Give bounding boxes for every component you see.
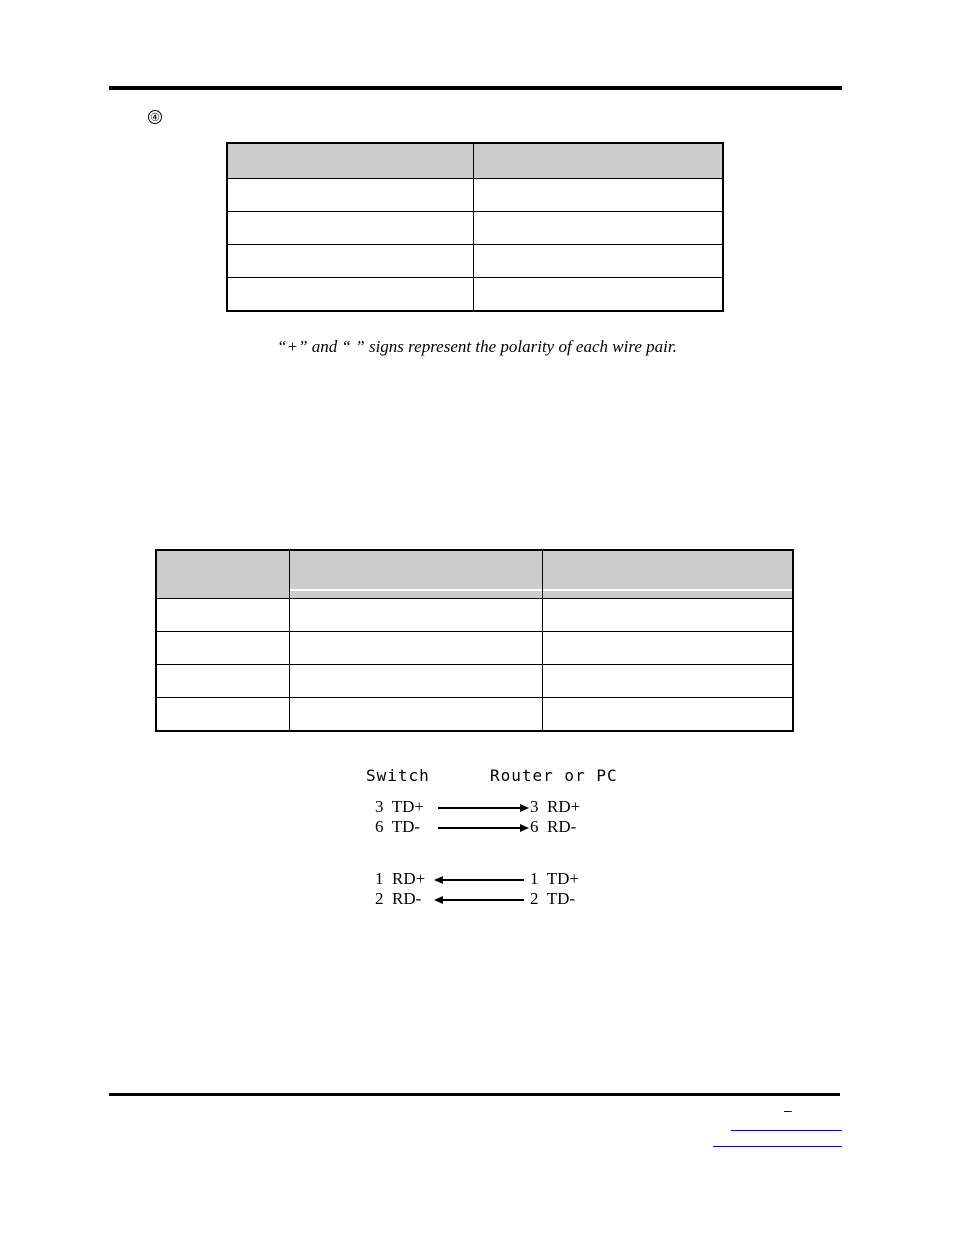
table-row <box>227 278 723 312</box>
diagram-right-pin: 1 TD+ <box>530 869 579 888</box>
table-cell <box>290 632 543 665</box>
table-cell <box>474 212 724 245</box>
table-cell <box>543 698 794 732</box>
table-cell <box>156 665 290 698</box>
table-row <box>227 179 723 212</box>
diagram-left-pin: 2 RD- <box>375 889 422 908</box>
table-header-row <box>227 143 723 179</box>
connection-arrow <box>442 879 524 881</box>
table-row <box>156 632 793 665</box>
connection-arrow <box>438 807 522 809</box>
table-row <box>227 245 723 278</box>
table-cell <box>227 245 474 278</box>
connection-arrow <box>438 827 522 829</box>
table-cell <box>156 698 290 732</box>
table-cell <box>156 632 290 665</box>
table-cell <box>156 599 290 632</box>
table-cell <box>290 599 543 632</box>
arrowhead-right-icon <box>520 824 529 832</box>
table-cell <box>474 278 724 312</box>
table-cell <box>227 143 474 179</box>
table-cell <box>290 698 543 732</box>
table-cell <box>543 599 794 632</box>
table-cell <box>227 212 474 245</box>
connection-arrow <box>442 899 524 901</box>
arrowhead-right-icon <box>520 804 529 812</box>
polarity-table <box>226 142 724 312</box>
diagram-right-heading: Router or PC <box>490 766 618 785</box>
header-rule <box>109 86 842 90</box>
diagram-left-heading: Switch <box>366 766 430 785</box>
table-cell <box>156 550 290 599</box>
diagram-left-pin: 6 TD- <box>375 817 421 836</box>
table-row <box>156 665 793 698</box>
table-cell <box>290 550 543 599</box>
diagram-left-pin: 3 TD+ <box>375 797 424 816</box>
table-cell <box>543 665 794 698</box>
table-cell <box>543 632 794 665</box>
table-cell <box>227 179 474 212</box>
footer-rule <box>109 1093 840 1096</box>
polarity-caption: “+” and “ ” signs represent the polarity of each wire pair. <box>277 337 677 356</box>
table-cell <box>227 278 474 312</box>
table-cell <box>474 245 724 278</box>
table-row <box>227 212 723 245</box>
diagram-right-pin: 6 RD- <box>530 817 577 836</box>
section-marker: ④ <box>148 110 162 124</box>
table-row <box>156 698 793 732</box>
diagram-left-pin: 1 RD+ <box>375 869 426 888</box>
diagram-right-pin: 2 TD- <box>530 889 576 908</box>
table-cell <box>543 550 794 599</box>
footer-link-underline[interactable] <box>713 1146 842 1147</box>
table-row <box>156 599 793 632</box>
diagram-right-pin: 3 RD+ <box>530 797 581 816</box>
table-header-row <box>156 550 793 599</box>
table-cell <box>474 179 724 212</box>
table-cell <box>474 143 724 179</box>
table-cell <box>290 665 543 698</box>
footer-link-underline[interactable] <box>731 1130 842 1131</box>
footer-dash: – <box>784 1102 792 1118</box>
pin-assignment-table <box>155 549 794 732</box>
